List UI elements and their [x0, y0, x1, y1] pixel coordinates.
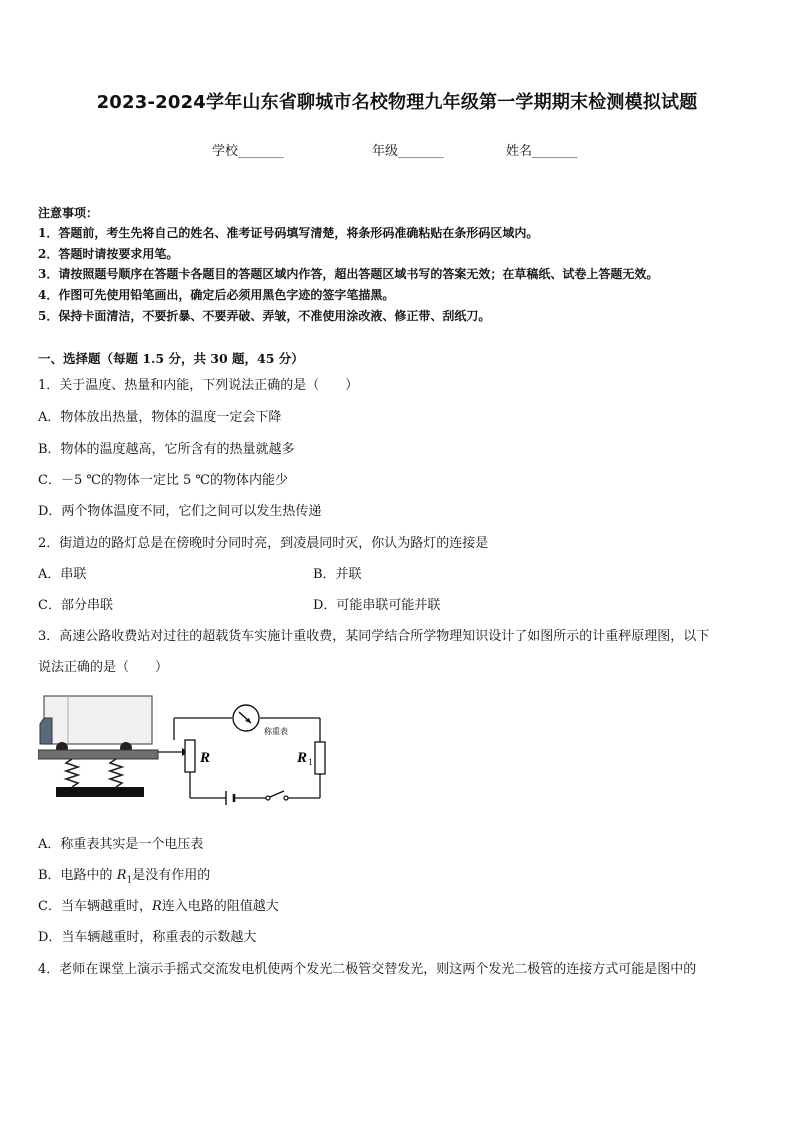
q2-option-b: B．并联: [313, 567, 362, 582]
q3-option-c-pre: C．当车辆越重时，: [38, 899, 152, 914]
q3-option-b: [38, 864, 210, 886]
notice-item-3: 3．请按照题号顺序在答题卡各题目的答题区域内作答，超出答题区域书写的答案无效；在草稿纸、试卷上答题无效。: [38, 267, 659, 281]
school-field: 学校_______: [212, 144, 284, 159]
q3-option-c-var: R: [151, 899, 162, 914]
truck-cargo-box: [44, 696, 152, 744]
resistor-r1: [315, 742, 325, 774]
notice-item-5: 5．保持卡面清洁，不要折暴、不要弄破、弄皱，不准使用涂改液、修正带、刮纸刀。: [38, 309, 491, 323]
q3-stem-line1: 3．高速公路收费站对过往的超载货车实施计重收费，某同学结合所学物理知识设计了如图所示的计重秤原理图，以下: [38, 629, 710, 644]
q1-option-a: A．物体放出热量，物体的温度一定会下降: [38, 410, 282, 425]
section-heading: 一、选择题（每题 1.5 分，共 30 题，45 分）: [38, 351, 304, 366]
grade-field: 年级_______: [372, 144, 444, 159]
rheostat-r: [185, 740, 195, 772]
q3-option-c-post: 连入电路的阻值越大: [161, 899, 279, 914]
q3-option-b-pre: B．电路中的: [38, 868, 117, 883]
q2-stem: 2．街道边的路灯总是在傍晚时分同时亮，到凌晨同时灭，你认为路灯的连接是: [38, 536, 489, 551]
q3-option-a: A．称重表其实是一个电压表: [38, 837, 204, 852]
q4-stem: 4．老师在课堂上演示手摇式交流发电机使两个发光二极管交替发光，则这两个发光二极管的连接方式可能是图中的: [38, 962, 697, 977]
q1-option-b: B．物体的温度越高，它所含有的热量就越多: [38, 442, 295, 457]
q3-stem-line2: 说法正确的是（ ）: [38, 660, 169, 675]
meter-label: 称重表: [264, 727, 288, 736]
q1-option-c: C．－5 ℃的物体一定比 5 ℃的物体内能少: [38, 473, 288, 488]
q3-option-c: [38, 895, 279, 914]
scale-platform: [38, 750, 158, 759]
notice-item-1: 1．答题前，考生先将自己的姓名、准考证号码填写清楚，将条形码准确粘贴在条形码区域内。: [38, 226, 539, 240]
q2-option-d: D．可能串联可能并联: [313, 598, 441, 613]
truck-cab: [40, 718, 52, 744]
r1-subscript: 1: [308, 757, 313, 767]
notice-item-4: 4．作图可先使用铅笔画出，确定后必须用黑色字迹的签字笔描黑。: [38, 288, 395, 302]
q2-option-a: A．串联: [38, 567, 87, 582]
spring-left: [66, 759, 78, 787]
q2-option-c: C．部分串联: [38, 598, 113, 613]
r1-label: R: [297, 750, 308, 766]
q3-option-b-var: R: [116, 868, 127, 883]
spring-right: [110, 759, 122, 787]
q3-option-b-sub: 1: [126, 875, 133, 886]
q1-stem: 1．关于温度、热量和内能，下列说法正确的是（ ）: [38, 378, 359, 393]
notice-item-2: 2．答题时请按要求用笔。: [38, 247, 179, 261]
r-label: R: [200, 750, 211, 766]
weighing-circuit-diagram: [38, 690, 338, 805]
name-field: 姓名_______: [506, 144, 578, 159]
page-title: 2023-2024学年山东省聊城市名校物理九年级第一学期期末检测模拟试题: [96, 92, 698, 113]
notice-heading: 注意事项：: [38, 206, 99, 220]
scale-base: [56, 787, 144, 797]
q3-option-b-post: 是没有作用的: [132, 868, 211, 883]
q3-option-d: D．当车辆越重时，称重表的示数越大: [38, 930, 257, 945]
switch-icon: [266, 796, 270, 800]
q1-option-d: D．两个物体温度不同，它们之间可以发生热传递: [38, 504, 322, 519]
